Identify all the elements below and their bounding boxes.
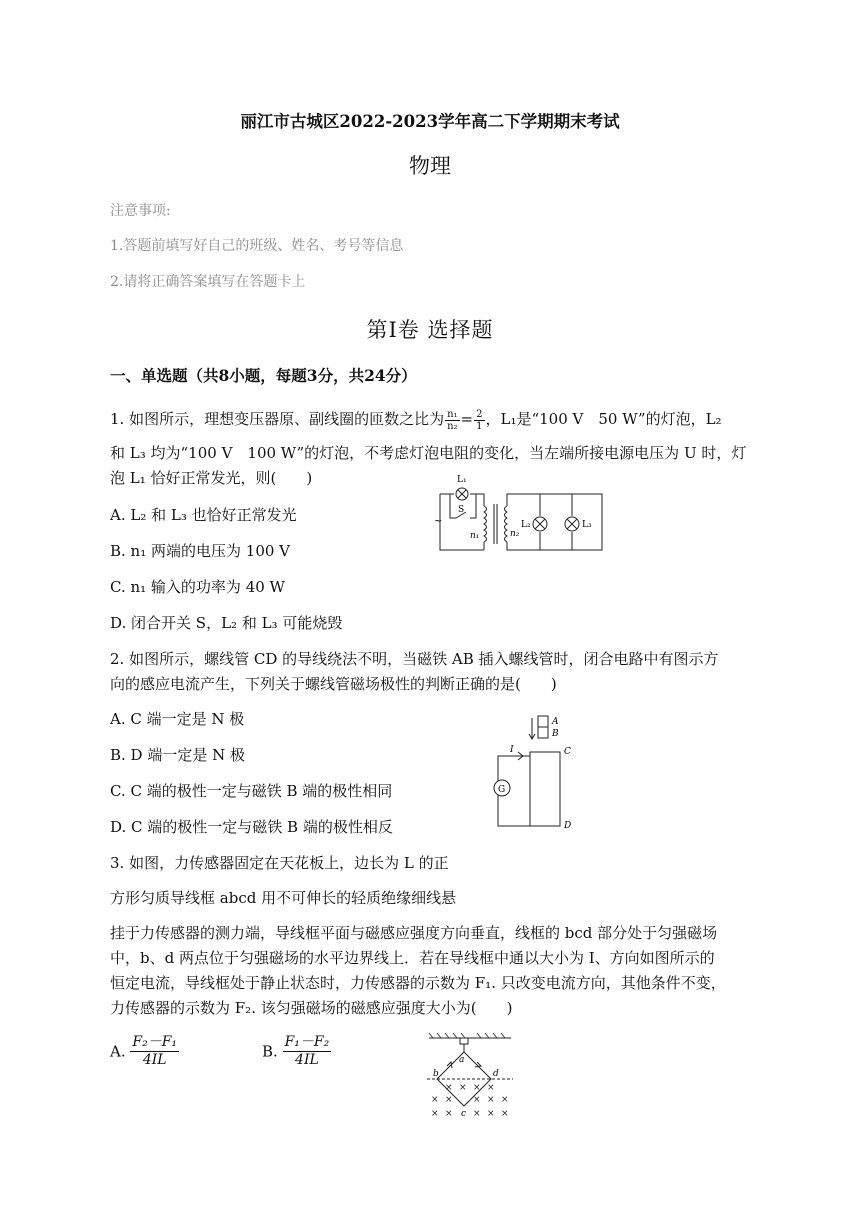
- q2-line-2: 向的感应电流产生，下列关于螺线管磁场极性的判断正确的是( ): [110, 675, 557, 693]
- q3-line-3: 挂于力传感器的测力端，导线框平面与磁感应强度方向垂直，线框的 bcd 部分处于匀强磁场: [110, 924, 718, 942]
- q1-option-a: A. L₂ 和 L₃ 也恰好正常发光: [110, 506, 297, 524]
- svg-text:×: ×: [445, 1109, 453, 1119]
- q3-force-sensor: [460, 1038, 468, 1044]
- q1-fig-label-l1: L₁: [457, 475, 467, 485]
- svg-text:×: ×: [487, 1083, 495, 1093]
- q2-solenoid: [530, 752, 560, 826]
- q3-fig-label-d: d: [493, 1069, 499, 1079]
- q2-fig-label-i: I: [510, 745, 514, 755]
- q1-fig-label-l3: L₃: [582, 520, 592, 530]
- q2-fig-label-g: G: [498, 785, 506, 795]
- q2-option-a: A. C 端一定是 N 极: [110, 710, 245, 728]
- q2-fig-label-b: B: [552, 729, 559, 739]
- section-heading: 一、单选题（共8小题，每题3分，共24分）: [110, 366, 417, 385]
- svg-text:×: ×: [459, 1083, 467, 1093]
- q3-line-5: 恒定电流，导线框处于静止状态时，力传感器的示数为 F₁. 只改变电流方向，其他条件不变，: [110, 974, 726, 992]
- svg-text:×: ×: [431, 1109, 439, 1119]
- q2-fig-label-d: D: [564, 821, 572, 831]
- svg-text:×: ×: [473, 1109, 481, 1119]
- q1-line-1: 1. 如图所示，理想变压器原、副线圈的匝数之比为 $\frac{\text{n₁}}{\text{n₂}}$ = $\frac{2}{1}$ ，L₁是“100 V 50 W”的灯泡，L₂: [110, 408, 722, 432]
- q3-option-a: A. $\frac{\text{F₂－F₁}}{4IL}$: [110, 1034, 178, 1068]
- svg-text:×: ×: [473, 1095, 481, 1105]
- q2-option-c: C. C 端的极性一定与磁铁 B 端的极性相同: [110, 782, 393, 800]
- q1-fig-label-l2: L₂: [521, 520, 531, 530]
- svg-text:×: ×: [473, 1083, 481, 1093]
- svg-text:×: ×: [487, 1109, 495, 1119]
- q1-fig-label-s: S: [458, 505, 465, 515]
- q2-magnet-b-end: [538, 727, 548, 738]
- q2-line-1: 2. 如图所示，螺线管 CD 的导线绕法不明，当磁铁 AB 插入螺线管时，闭合电路中有图示方: [110, 650, 719, 668]
- svg-text:×: ×: [445, 1095, 453, 1105]
- q1-fig-label-n1: n₁: [470, 531, 480, 541]
- q3-wire-frame-figure: [425, 1030, 515, 1122]
- q1-line-3: 泡 L₁ 恰好正常发光，则( ): [110, 469, 313, 487]
- svg-text:×: ×: [445, 1083, 453, 1093]
- q1-option-b: B. n₁ 两端的电压为 100 V: [110, 542, 291, 560]
- notice-item-2: 2.请将正确答案填写在答题卡上: [110, 274, 306, 290]
- q2-solenoid-figure: [490, 708, 590, 836]
- q1-ratio-lhs: $\frac{\text{n₁}}{\text{n₂}}$: [447, 408, 458, 432]
- q1-ratio-rhs: $\frac{2}{1}$: [476, 408, 483, 432]
- q3-option-a-fraction: $\frac{\text{F₂－F₁}}{4IL}$: [132, 1034, 178, 1068]
- q3-line-1: 3. 如图，力传感器固定在天花板上，边长为 L 的正: [110, 854, 449, 872]
- q3-line-4: 中，b、d 两点位于匀强磁场的水平边界线上．若在导线框中通以大小为 I、方向如图所示的: [110, 949, 715, 967]
- q1-transformer-circuit-figure: [432, 472, 607, 554]
- svg-text:×: ×: [431, 1095, 439, 1105]
- q1-fig-label-source: ~: [434, 516, 443, 527]
- q1-option-d: D. 闭合开关 S，L₂ 和 L₃ 可能烧毁: [110, 614, 343, 632]
- q3-option-b: B. $\frac{\text{F₁－F₂}}{4IL}$: [262, 1034, 330, 1068]
- svg-text:×: ×: [501, 1109, 509, 1119]
- q3-magnetic-field-marks: [431, 1083, 509, 1119]
- q1-fig-label-n2: n₂: [510, 529, 520, 539]
- q2-option-d: D. C 端的极性一定与磁铁 B 端的极性相反: [110, 818, 393, 836]
- q2-fig-label-c: C: [564, 747, 571, 757]
- q1-option-c: C. n₁ 输入的功率为 40 W: [110, 578, 285, 596]
- volume-title: 第Ⅰ卷 选择题: [366, 318, 494, 342]
- q2-fig-label-a: A: [552, 717, 559, 727]
- notice-item-1: 1.答题前填写好自己的班级、姓名、考号等信息: [110, 238, 404, 254]
- q3-line-6: 力传感器的示数为 F₂. 该匀强磁场的磁感应强度大小为( ): [110, 999, 513, 1017]
- q3-option-b-fraction: $\frac{\text{F₁－F₂}}{4IL}$: [284, 1034, 330, 1068]
- q3-fig-label-a: a: [459, 1055, 465, 1065]
- q2-magnet-a-end: [538, 716, 548, 727]
- q2-option-b: B. D 端一定是 N 极: [110, 746, 246, 764]
- subject-title: 物理: [409, 154, 451, 178]
- svg-text:×: ×: [487, 1095, 495, 1105]
- svg-text:×: ×: [501, 1095, 509, 1105]
- exam-title: 丽江市古城区2022-2023学年高二下学期期末考试: [240, 112, 620, 131]
- q1-line-2: 和 L₃ 均为“100 V 100 W”的灯泡，不考虑灯泡电阻的变化，当左端所接电源电压为 U 时，灯: [110, 444, 747, 462]
- q3-line-2: 方形匀质导线框 abcd 用不可伸长的轻质绝缘细线悬: [110, 889, 457, 907]
- q3-fig-label-b: b: [433, 1069, 439, 1079]
- q3-fig-label-c: c: [461, 1109, 467, 1119]
- notice-heading: 注意事项:: [110, 203, 171, 219]
